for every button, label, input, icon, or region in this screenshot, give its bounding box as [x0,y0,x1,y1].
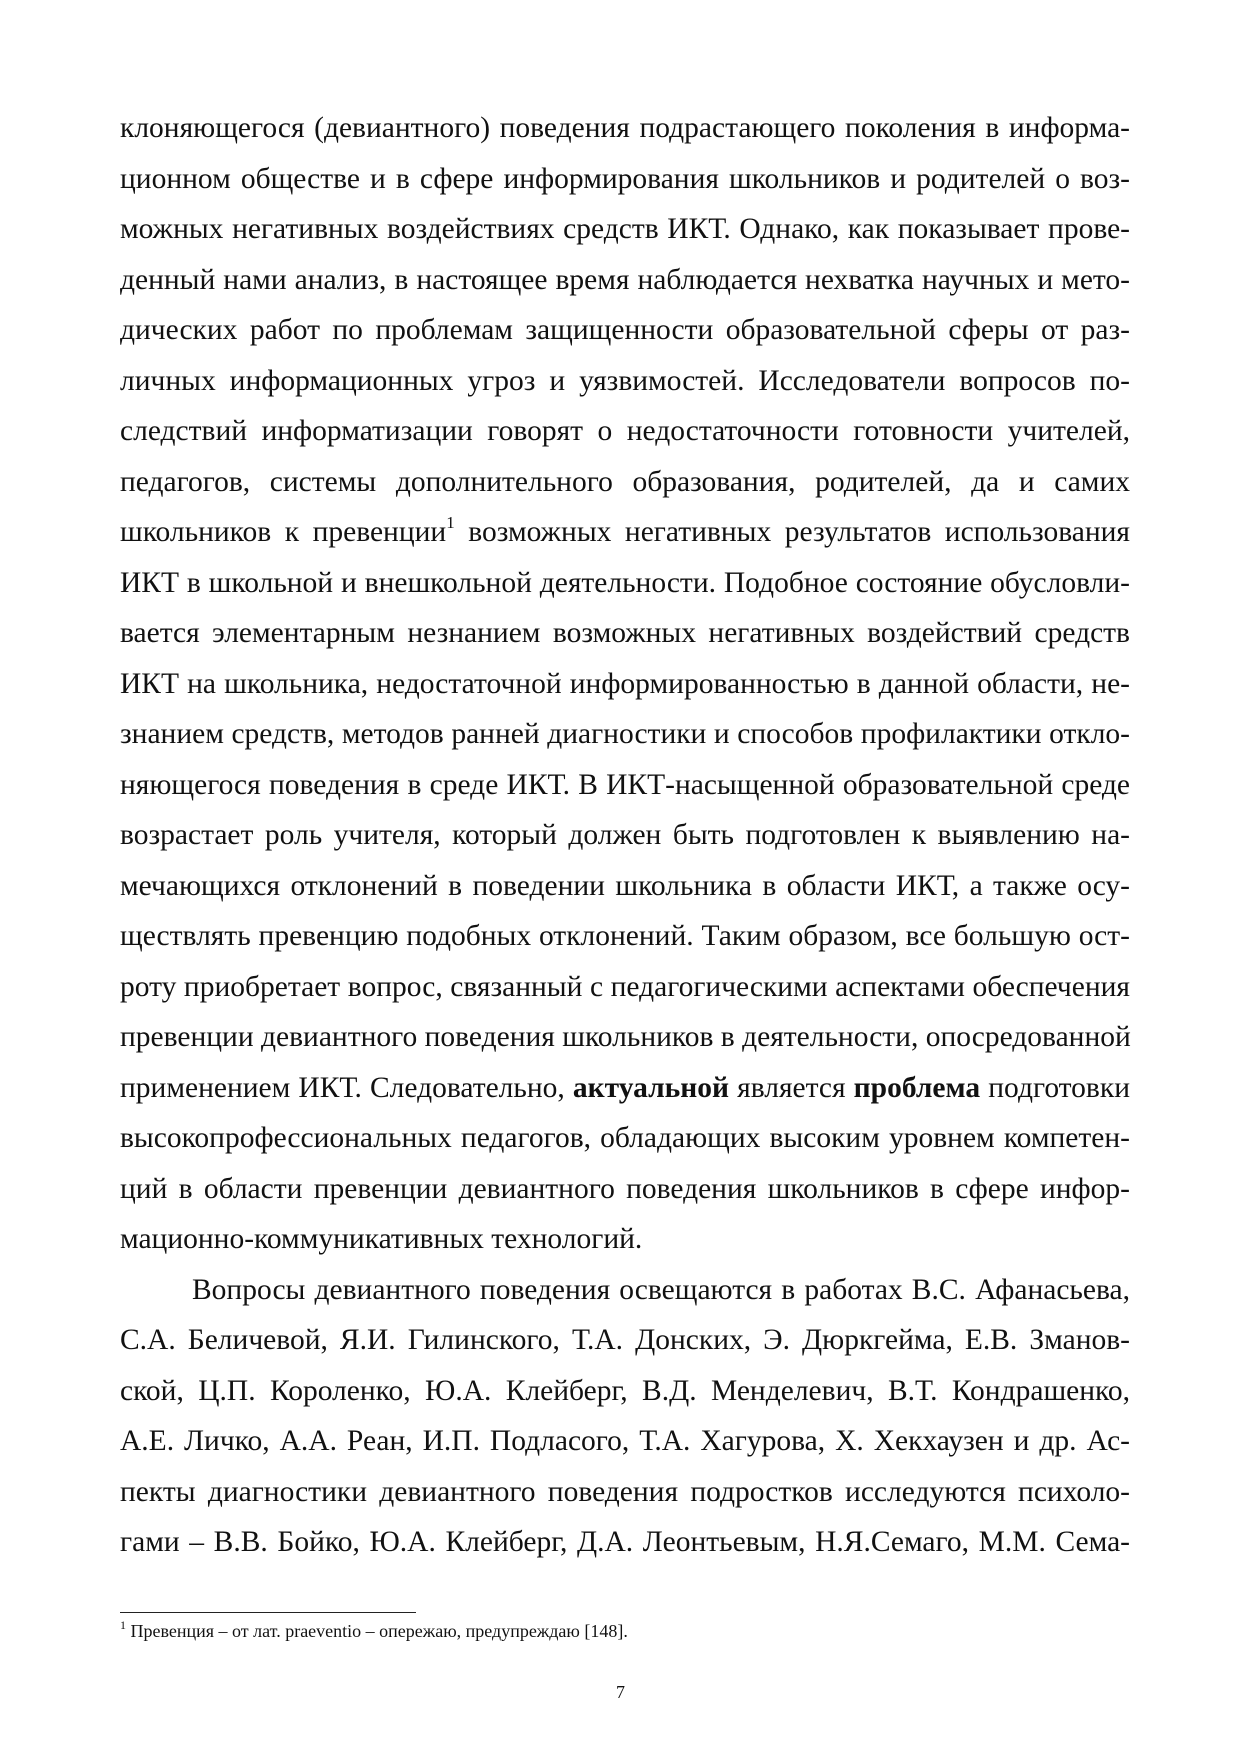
paragraph-first-line: Вопросы девиантного поведения освещаются в работах В.С. Афанасьева, [192,1273,1130,1306]
text-line: денный нами анализ, в настоящее время наблюдается нехватка научных и мето- [120,263,1130,296]
text-line: следствий информатизации говорят о недостаточности готовности учителей, [120,415,1130,447]
text-fragment: подготовки [980,1071,1130,1104]
text-fragment: школьников к превенции [120,516,447,548]
text-line: дических работ по проблемам защищенности образовательной сферы от раз- [120,314,1130,346]
paragraph-last-line: мационно-коммуникативных технологий. [120,1223,643,1255]
text-line: высокопрофессиональных педагогов, обладающих высоким уровнем компетен- [120,1122,1130,1154]
text-line: пекты диагностики девиантного поведения подростков исследуются психоло- [120,1475,1130,1508]
text-line: можных негативных воздействиях средств ИКТ. Однако, как показывает прове- [120,213,1130,245]
footnote [120,1618,1130,1644]
text-line: роту приобретает вопрос, связанный с педагогическими аспектами обеспечения [120,970,1130,1003]
text-fragment: является [729,1071,854,1104]
text-line: знанием средств, методов ранней диагностики и способов профилактики откло- [120,718,1130,750]
text-line: ций в области превенции девиантного поведения школьников в сфере инфор- [120,1172,1130,1205]
text-line: ИКТ в школьной и внешкольной деятельности. Подобное состояние обусловли- [120,566,1130,599]
text-line-with-footnote-ref [120,507,1130,558]
text-line: педагогов, системы дополнительного образования, родителей, да и самих [120,465,1130,498]
text-line-with-bold [120,1063,1130,1114]
text-line: ИКТ на школьника, недостаточной информированностью в данной области, не- [120,667,1130,700]
text-line: гами – В.В. Бойко, Ю.А. Клейберг, Д.А. Леонтьевым, Н.Я.Семаго, М.М. Сема- [120,1526,1130,1558]
text-line: мечающихся отклонений в поведении школьника в области ИКТ, а также осу- [120,869,1130,902]
bold-term-actual: актуальной [572,1071,730,1104]
text-line: возрастает роль учителя, который должен быть подготовлен к выявлению на- [120,819,1130,851]
footnote-reference[interactable]: 1 [446,513,455,532]
bold-term-problem: проблема [853,1071,981,1104]
body-text [120,103,1130,1568]
text-fragment: возможных негативных результатов использования [454,516,1130,548]
text-line: няющегося поведения в среде ИКТ. В ИКТ-насыщенной образовательной среде [120,768,1130,801]
text-line: С.А. Беличевой, Я.И. Гилинского, Т.А. Донских, Э. Дюркгейма, Е.В. Зманов- [120,1324,1130,1356]
footnote-marker: 1 [120,1618,126,1632]
footnote-text: Превенция – от лат. praeventio – опережаю, предупреждаю [148]. [126,1621,628,1641]
text-line: превенции девиантного поведения школьников в деятельности, опосредованной [120,1021,1131,1053]
text-line: ществлять превенцию подобных отклонений. Таким образом, все большую ост- [120,920,1130,952]
page-number: 7 [616,1682,625,1702]
text-line: А.Е. Личко, А.А. Реан, И.П. Подласого, Т.А. Хагурова, Х. Хекхаузен и др. Ас- [120,1425,1130,1457]
text-fragment: применением ИКТ. Следовательно, [120,1071,573,1104]
text-line: ционном обществе и в сфере информирования школьников и родителей о воз- [120,162,1130,195]
text-line: клоняющегося (девиантного) поведения подрастающего поколения в информа- [120,112,1130,144]
text-line: ской, Ц.П. Короленко, Ю.А. Клейберг, В.Д. Менделевич, В.Т. Кондрашенко, [120,1374,1130,1407]
text-line: личных информационных угроз и уязвимостей. Исследователи вопросов по- [120,364,1130,397]
text-line: вается элементарным незнанием возможных негативных воздействий средств [120,617,1130,649]
footnote-separator [120,1612,416,1613]
